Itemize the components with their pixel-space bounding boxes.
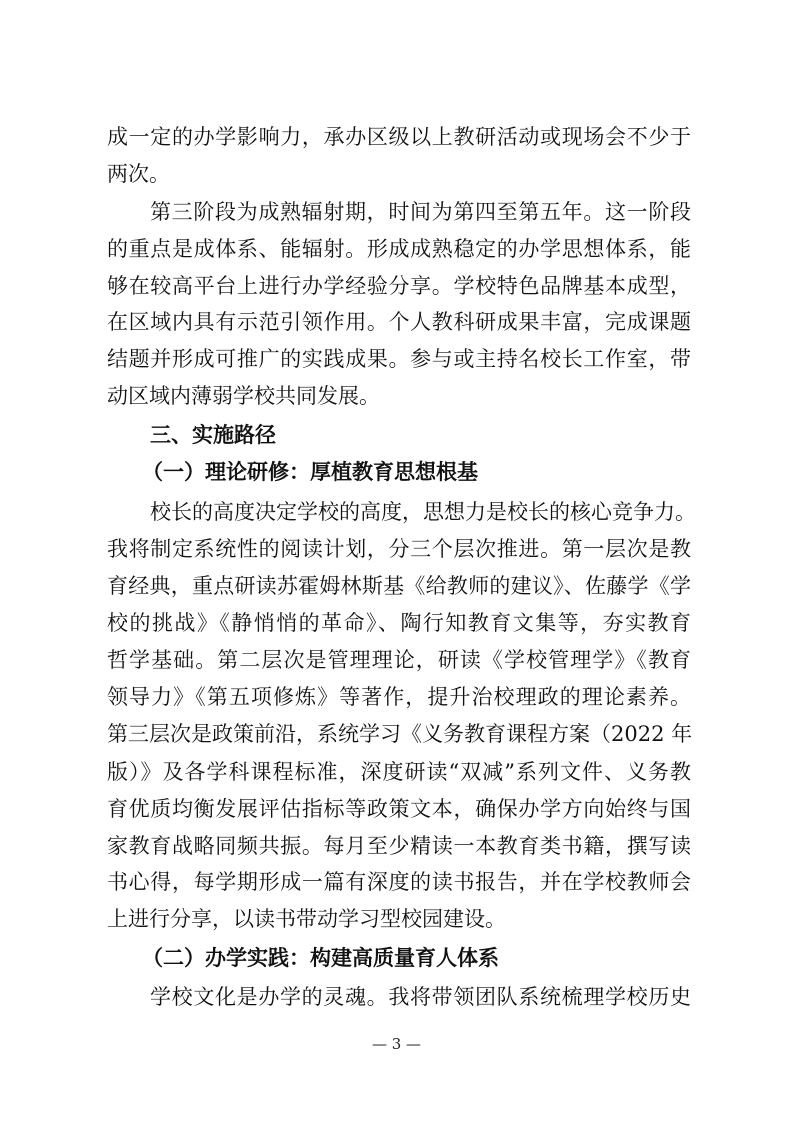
text-line: 领导力》《第五项修炼》等著作，提升治校理政的理论素养。	[107, 685, 691, 709]
text-line: 成一定的办学影响力，承办区级以上教研活动或现场会不少于	[107, 125, 691, 149]
text-line: 上进行分享，以读书带动学习型校园建设。	[107, 907, 506, 931]
paragraph-start: 学校文化是办学的灵魂。我将带领团队系统梳理学校历史	[150, 985, 691, 1009]
text-line: 在区域内具有示范引领作用。个人教科研成果丰富，完成课题	[107, 310, 691, 334]
text-line: 两次。	[107, 162, 170, 186]
page-number: — 3 —	[371, 1035, 422, 1053]
text-line: 够在较高平台上进行办学经验分享。学校特色品牌基本成型，	[107, 274, 691, 298]
text-line: 哲学基础。第二层次是管理理论，研读《学校管理学》《教育	[107, 648, 691, 672]
text-line: 校的挑战》《静悄悄的革命》、陶行知教育文集等，夯实教育	[107, 611, 691, 635]
text-line: 我将制定系统性的阅读计划，分三个层次推进。第一层次是教	[107, 537, 691, 561]
text-line: 的重点是成体系、能辐射。形成成熟稳定的办学思想体系，能	[107, 237, 691, 261]
subsection-heading: （二）办学实践：构建高质量育人体系	[142, 946, 499, 970]
text-line: 版）》及各学科课程标准，深度研读“双减”系列文件、义务教	[107, 760, 691, 784]
text-line: 第三层次是政策前沿，系统学习《义务教育课程方案（2022 年	[107, 722, 693, 746]
text-line: 结题并形成可推广的实践成果。参与或主持名校长工作室，带	[107, 347, 691, 371]
text-line: 书心得，每学期形成一篇有深度的读书报告，并在学校教师会	[107, 870, 691, 894]
text-line: 动区域内薄弱学校共同发展。	[107, 384, 380, 408]
section-heading: 三、实施路径	[150, 423, 276, 447]
paragraph-start: 校长的高度决定学校的高度，思想力是校长的核心竞争力。	[150, 500, 696, 524]
text-line: 家教育战略同频共振。每月至少精读一本教育类书籍，撰写读	[107, 834, 691, 858]
text-line: 育经典，重点研读苏霍姆林斯基《给教师的建议》、佐藤学《学	[107, 574, 691, 598]
paragraph-start: 第三阶段为成熟辐射期，时间为第四至第五年。这一阶段	[150, 200, 691, 224]
subsection-heading: （一）理论研修：厚植教育思想根基	[142, 460, 478, 484]
text-line: 育优质均衡发展评估指标等政策文本，确保办学方向始终与国	[107, 797, 691, 821]
